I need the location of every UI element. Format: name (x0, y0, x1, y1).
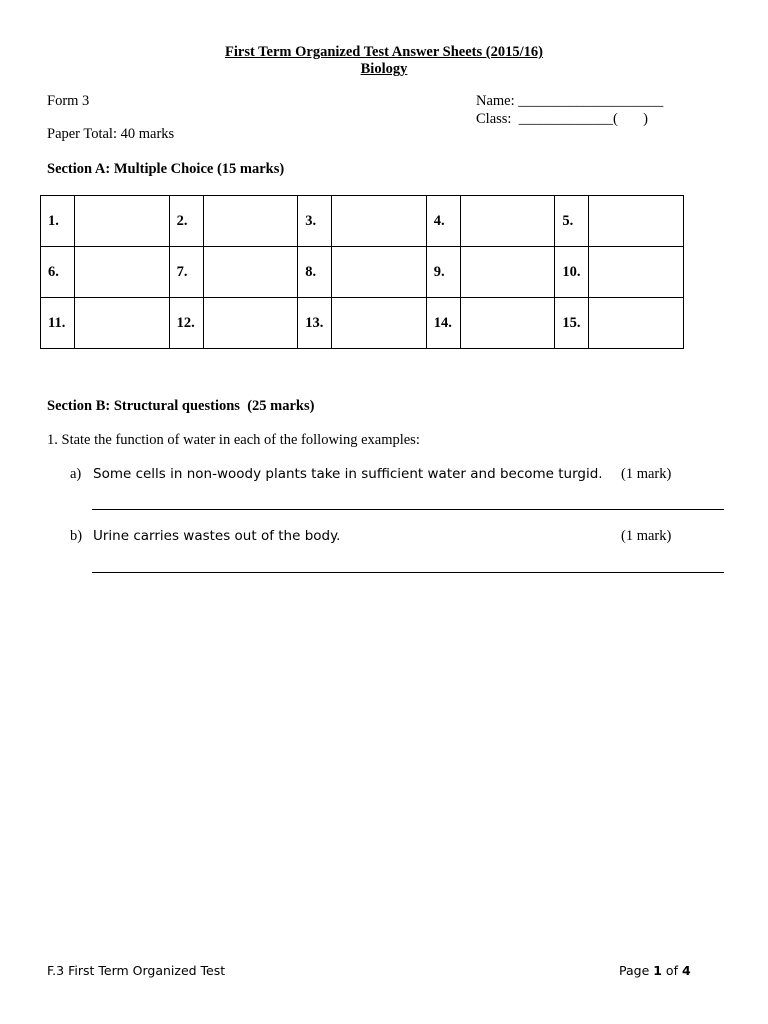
mc-question-number: 12. (169, 298, 203, 349)
mc-answer-cell (589, 247, 684, 298)
multiple-choice-answer-grid (40, 195, 684, 349)
mc-question-number: 9. (426, 247, 460, 298)
document-title: First Term Organized Test Answer Sheets (2015/16) (225, 44, 543, 60)
mc-row (41, 298, 684, 349)
mc-question-number: 11. (41, 298, 75, 349)
mc-question-number: 8. (298, 247, 332, 298)
section-b-heading: Section B: Structural questions (25 marks) (47, 398, 315, 414)
mc-answer-cell (203, 247, 298, 298)
mc-question-number: 6. (41, 247, 75, 298)
page-indicator (619, 963, 691, 978)
class-field: Class: _____________( ) (476, 111, 648, 127)
form-label: Form 3 (47, 93, 90, 109)
footer-title: F.3 First Term Organized Test (47, 963, 226, 978)
mc-answer-cell (75, 196, 170, 247)
page-total: 4 (681, 963, 691, 978)
part-a-marks: (1 mark) (621, 466, 672, 482)
part-a-label: a) (70, 466, 82, 482)
mc-answer-cell (460, 247, 555, 298)
mc-question-number: 3. (298, 196, 332, 247)
answer-line[interactable] (92, 572, 724, 573)
page-number: 1 (653, 963, 662, 978)
part-b-text: Urine carries wastes out of the body. (93, 528, 341, 544)
mc-question-number: 4. (426, 196, 460, 247)
mc-answer-cell (75, 247, 170, 298)
mc-answer-cell (460, 196, 555, 247)
mc-answer-cell (332, 247, 427, 298)
mc-row (41, 247, 684, 298)
mc-question-number: 5. (555, 196, 589, 247)
mc-answer-cell (332, 196, 427, 247)
mc-question-number: 2. (169, 196, 203, 247)
part-b-marks: (1 mark) (621, 528, 672, 544)
mc-question-number: 13. (298, 298, 332, 349)
section-a-heading: Section A: Multiple Choice (15 marks) (47, 161, 285, 177)
mc-answer-cell (589, 196, 684, 247)
mc-question-number: 1. (41, 196, 75, 247)
answer-line[interactable] (92, 509, 724, 510)
paper-total: Paper Total: 40 marks (47, 126, 175, 142)
part-a-text: Some cells in non-woody plants take in sufficient water and become turgid. (93, 466, 603, 482)
document-subject: Biology (360, 61, 408, 77)
mc-question-number: 7. (169, 247, 203, 298)
mc-answer-cell (75, 298, 170, 349)
page-prefix: Page (619, 963, 654, 978)
mc-answer-cell (460, 298, 555, 349)
mc-row (41, 196, 684, 247)
mc-answer-cell (203, 298, 298, 349)
name-field: Name: ____________________ (476, 93, 664, 109)
mc-question-number: 14. (426, 298, 460, 349)
question-1-stem: 1. State the function of water in each of the following examples: (47, 432, 420, 448)
page-of: of (661, 963, 682, 978)
mc-answer-cell (589, 298, 684, 349)
mc-answer-cell (203, 196, 298, 247)
mc-answer-cell (332, 298, 427, 349)
part-b-label: b) (70, 528, 83, 544)
mc-question-number: 15. (555, 298, 589, 349)
mc-question-number: 10. (555, 247, 589, 298)
